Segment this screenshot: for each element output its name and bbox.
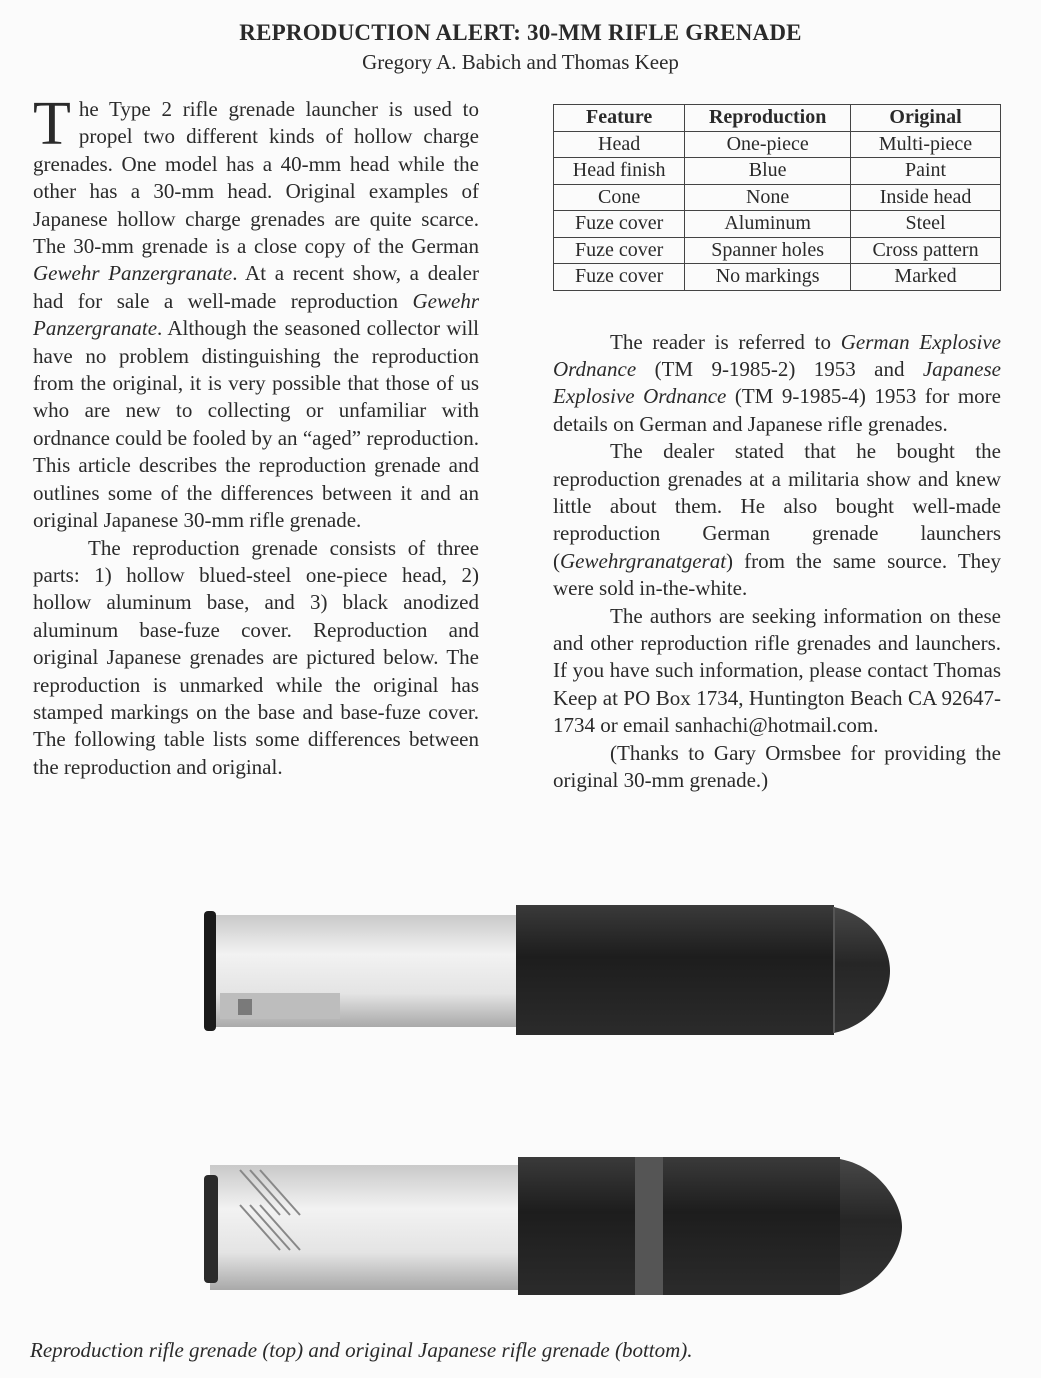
table-row <box>554 237 1001 264</box>
italic-title: Gewehr Panzergranate <box>33 288 479 341</box>
table-cell: Aluminum <box>685 211 851 238</box>
table-cell: One-piece <box>685 131 851 158</box>
table-cell: Inside head <box>851 184 1001 211</box>
table-cell: Steel <box>851 211 1001 238</box>
right-column <box>553 104 1001 794</box>
table-row <box>554 264 1001 291</box>
table-cell: Marked <box>851 264 1001 291</box>
table-header-cell: Original <box>851 105 1001 132</box>
table-cell: Cross pattern <box>851 237 1001 264</box>
left-paragraph-1 <box>33 90 479 535</box>
table-cell: Paint <box>851 158 1001 185</box>
text-run: The reader is referred to <box>610 329 841 354</box>
left-paragraph-2: The reproduction grenade consists of three parts: 1) hollow blued-steel one-piece head, 2) hollow aluminum base, and 3) black anodized aluminum base-fuze cover. Reproduction and original Japanese grenades are pictured below. The reproduction is unmarked while the original has stamped markings on the base and base-fuze cover. The following table lists some differences between the reproduction and original. <box>33 535 479 779</box>
left-column <box>33 90 479 781</box>
table-cell: Fuze cover <box>554 211 685 238</box>
right-paragraph-4: (Thanks to Gary Ormsbee for providing the original 30-mm grenade.) <box>553 740 1001 792</box>
table-cell: Fuze cover <box>554 237 685 264</box>
table-cell: Spanner holes <box>685 237 851 264</box>
grenade-photo <box>190 885 910 1325</box>
table-header-cell: Feature <box>554 105 685 132</box>
table-cell: Blue <box>685 158 851 185</box>
table-cell: None <box>685 184 851 211</box>
table-row <box>554 131 1001 158</box>
drop-cap: T <box>33 90 71 158</box>
table-cell: Multi-piece <box>851 131 1001 158</box>
text-run: he Type 2 rifle grenade launcher is used to propel two different kinds of hollow charge grenades. One model has a 40-mm head while the other has a 30-mm head. Original examples of Japanese hollow charge grenades are quite scarce. The 30-mm grenade is a close copy of the German <box>33 97 479 259</box>
text-run: . At a recent show, a dealer had for sale a well-made reproduction <box>33 261 479 313</box>
table-cell: No markings <box>685 264 851 291</box>
table-cell: Cone <box>554 184 685 211</box>
right-paragraph-1 <box>553 329 1001 439</box>
right-paragraph-3: The authors are seeking information on these and other reproduction rifle grenades and launchers. If you have such information, please contact Thomas Keep at PO Box 1734, Huntington Beach CA 92647-1734 or email sanhachi@hotmail.com. <box>553 603 1001 738</box>
text-run: ) from the same source. They were sold in-the-white. <box>553 548 1001 601</box>
photo-caption: Reproduction rifle grenade (top) and original Japanese rifle grenade (bottom). <box>30 1338 693 1362</box>
text-run: (TM 9-1985-2) 1953 and <box>636 356 923 381</box>
right-paragraph-2 <box>553 438 1001 602</box>
reproduction-grenade <box>204 905 890 1035</box>
text-run: . Although the seasoned collector will have no problem distinguishing the reproduction from the original, it is very possible that those of us who are new to collecting or unfamiliar with ordnance could be fooled by an “aged” reproduction. This article describes the reproduction grenade and outlines some of the differences between it and an original Japanese 30-mm rifle grenade. <box>33 316 479 533</box>
comparison-table <box>553 104 1001 291</box>
italic-title: Japanese Explosive Ordnance <box>553 356 1001 409</box>
table-cell: Head <box>554 131 685 158</box>
table-header-row <box>554 105 1001 132</box>
text-run: The dealer stated that he bought the reproduction grenades at a militaria show and knew little about them. He also bought well-made reproduction German grenade launchers ( <box>553 439 1001 573</box>
article-authors: Gregory A. Babich and Thomas Keep <box>362 50 679 74</box>
table-header-cell: Reproduction <box>685 105 851 132</box>
original-grenade <box>204 1157 902 1295</box>
italic-title: Gewehrgranatgerat <box>560 548 727 573</box>
italic-title: Gewehr Panzergranate <box>33 261 233 286</box>
table-cell: Head finish <box>554 158 685 185</box>
table-row <box>554 211 1001 238</box>
article-title: REPRODUCTION ALERT: 30-MM RIFLE GRENADE <box>239 20 802 45</box>
italic-title: German Explosive Ordnance <box>553 329 1001 381</box>
table-row <box>554 184 1001 211</box>
text-run: (TM 9-1985-4) 1953 for more details on German and Japanese rifle grenades. <box>553 384 1001 436</box>
table-cell: Fuze cover <box>554 264 685 291</box>
table-row <box>554 158 1001 185</box>
